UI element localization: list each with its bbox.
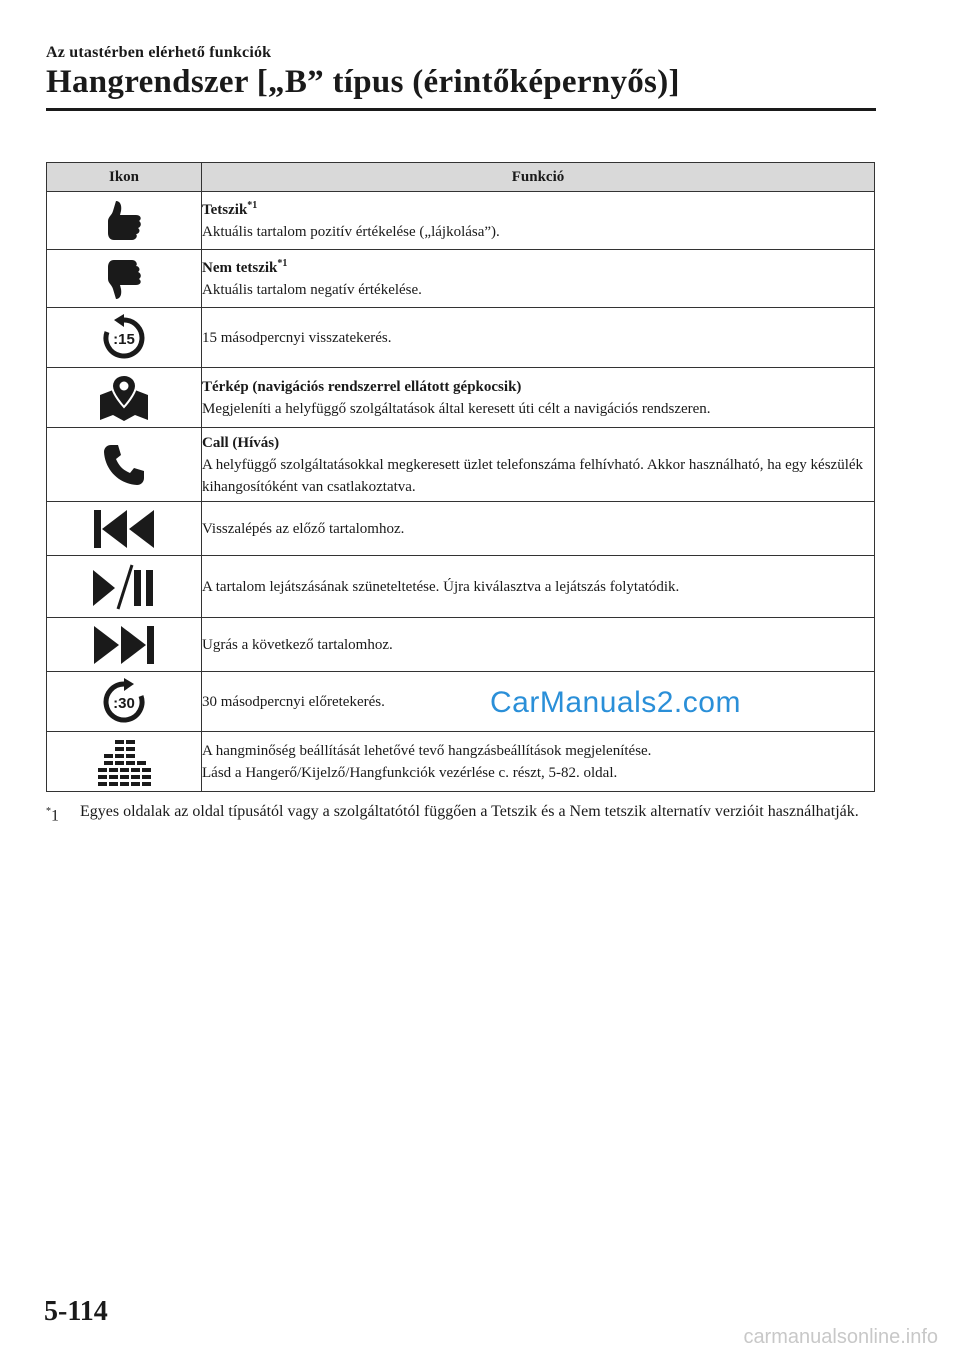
- table-row: [47, 502, 875, 556]
- row-title: Térkép (navigációs rendszerrel ellátott gépkocsik): [202, 378, 522, 395]
- play-pause-icon: [91, 562, 157, 612]
- row-title: Call (Hívás): [202, 434, 280, 451]
- phone-icon: [101, 442, 147, 488]
- function-cell: [202, 250, 875, 308]
- function-cell: [202, 502, 875, 556]
- function-cell: [202, 556, 875, 618]
- row-title: Nem tetszik$^{*1}$: [202, 257, 288, 276]
- icon-cell: [47, 502, 202, 556]
- row-description: 15 másodpercnyi visszatekerés.: [202, 329, 392, 346]
- table-row: [47, 428, 875, 502]
- thumbs-up-icon: [100, 197, 148, 245]
- function-cell: [202, 618, 875, 672]
- function-cell: [202, 732, 875, 792]
- row-description: Megjeleníti a helyfüggő szolgáltatások által keresett úti célt a navigációs rendszeren.: [202, 400, 711, 417]
- row-description: Visszalépés az előző tartalomhoz.: [202, 520, 405, 537]
- page-title: Hangrendszer [„B” típus (érintőképernyős)]: [46, 64, 680, 100]
- table-header-row: [47, 163, 875, 192]
- rewind-15-label: :15: [113, 330, 135, 348]
- icon-cell: [47, 250, 202, 308]
- row-description: 30 másodpercnyi előretekerés.: [202, 693, 385, 710]
- title-rule: [46, 108, 876, 111]
- table-row: [47, 732, 875, 792]
- row-title: Tetszik$^{*1}$: [202, 199, 258, 218]
- row-description: A helyfüggő szolgáltatásokkal megkeresett üzlet telefonszáma felhívható. Akkor használható, ha egy készülék kihangosítóként van csatlakoztatva.: [202, 456, 864, 495]
- table-row: [47, 672, 875, 732]
- row-description: Aktuális tartalom negatív értékelése.: [202, 281, 422, 298]
- icon-cell: [47, 556, 202, 618]
- row-description: Aktuális tartalom pozitív értékelése („lájkolása”).: [202, 223, 500, 240]
- function-cell: [202, 192, 875, 250]
- icon-cell: [47, 732, 202, 792]
- section-label: Az utastérben elérhető funkciók: [46, 44, 272, 61]
- table-row: [47, 556, 875, 618]
- row-description: A hangminőség beállítását lehetővé tevő hangzásbeállítások megjelenítése. Lásd a Hangerő/Kijelző/Hangfunkciók vezérlése c. részt, 5-82. oldal.: [202, 742, 652, 781]
- icon-cell: [47, 428, 202, 502]
- table-row: [47, 618, 875, 672]
- map-pin-icon: [97, 373, 151, 423]
- row-description: A tartalom lejátszásának szüneteltetése. Újra kiválasztva a lejátszás folytatódik.: [202, 578, 680, 595]
- icon-cell: [47, 618, 202, 672]
- page-number: 5-114: [44, 1296, 108, 1327]
- footnote-mark: *1: [46, 806, 59, 825]
- table-row: [47, 308, 875, 368]
- row-description: Ugrás a következő tartalomhoz.: [202, 636, 393, 653]
- footnote-ref: *1: [247, 199, 258, 211]
- icon-cell: [47, 308, 202, 368]
- function-cell: [202, 308, 875, 368]
- skip-forward-icon: [92, 624, 156, 666]
- icon-cell: [47, 672, 202, 732]
- table-row: [47, 368, 875, 428]
- function-table: [46, 162, 875, 792]
- rewind-15-icon: [99, 313, 149, 363]
- equalizer-icon: [96, 738, 152, 786]
- icon-cell: [47, 368, 202, 428]
- skip-back-icon: [92, 508, 156, 550]
- function-cell: [202, 428, 875, 502]
- footnote-ref: *1: [277, 257, 288, 269]
- column-header-function: Funkció: [202, 163, 875, 192]
- table-row: [47, 192, 875, 250]
- watermark: CarManuals2.com: [490, 686, 741, 719]
- table-row: [47, 250, 875, 308]
- site-watermark: carmanualsonline.info: [743, 1326, 938, 1348]
- footnote-text: Egyes oldalak az oldal típusától vagy a szolgáltatótól függően a Tetszik és a Nem tetszik alternatív verzióit használhatják.: [80, 803, 859, 820]
- icon-cell: [47, 192, 202, 250]
- footnote: [46, 800, 876, 824]
- function-cell: [202, 368, 875, 428]
- forward-30-label: :30: [113, 694, 135, 712]
- forward-30-icon: [99, 677, 149, 727]
- thumbs-down-icon: [100, 255, 148, 303]
- column-header-icon: Ikon: [47, 163, 202, 192]
